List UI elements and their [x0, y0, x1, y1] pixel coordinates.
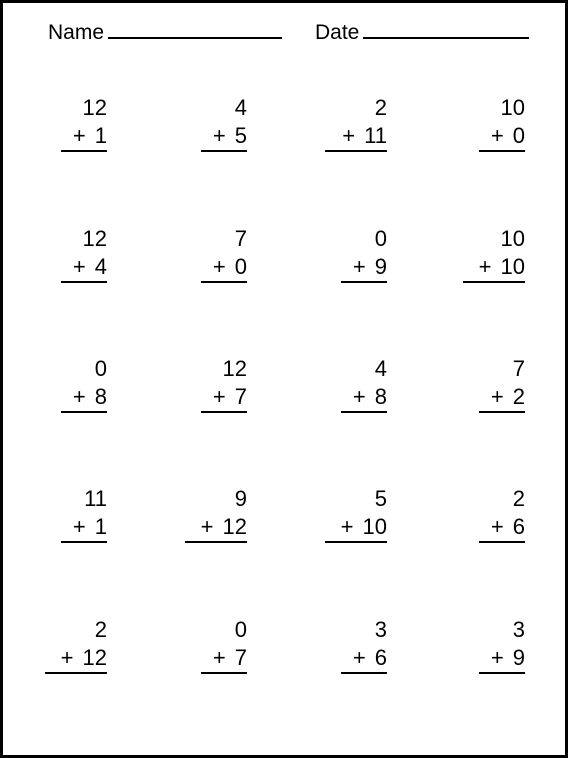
problem-top-number: 2: [94, 617, 107, 642]
problem-top-number: 0: [374, 226, 387, 251]
addition-problem: [61, 485, 107, 543]
addition-problem: [61, 94, 107, 152]
problem-bottom-number: 12: [82, 645, 107, 670]
addition-problem: [341, 225, 387, 283]
problem-bottom-number: 1: [94, 514, 107, 539]
plus-sign: +: [490, 514, 504, 539]
problem-bottom-number: 5: [234, 123, 247, 148]
problem-bottom-number: 0: [512, 123, 525, 148]
problem-bottom-number: 7: [234, 384, 247, 409]
plus-sign: +: [342, 123, 356, 148]
plus-sign: +: [60, 645, 74, 670]
problem-bottom-line: [341, 383, 387, 413]
addition-problem: [45, 616, 107, 674]
plus-sign: +: [490, 123, 504, 148]
problem-bottom-number: 6: [374, 645, 387, 670]
addition-problem: [341, 355, 387, 413]
addition-problem: [325, 485, 387, 543]
problem-bottom-number: 2: [512, 384, 525, 409]
plus-sign: +: [200, 514, 214, 539]
problem-bottom-line: [61, 383, 107, 413]
plus-sign: +: [340, 514, 354, 539]
problem-top-number: 10: [500, 226, 525, 251]
problem-bottom-number: 0: [234, 254, 247, 279]
plus-sign: +: [72, 514, 86, 539]
problem-bottom-line: [61, 253, 107, 283]
plus-sign: +: [72, 384, 86, 409]
problem-bottom-number: 7: [234, 645, 247, 670]
addition-problem: [201, 355, 247, 413]
addition-problem: [479, 355, 525, 413]
problem-bottom-line: [61, 513, 107, 543]
problem-grid: [3, 3, 565, 755]
problem-top-number: 3: [374, 617, 387, 642]
problem-bottom-number: 8: [94, 384, 107, 409]
problem-bottom-number: 6: [512, 514, 525, 539]
problem-bottom-number: 9: [374, 254, 387, 279]
problem-top-number: 0: [94, 356, 107, 381]
problem-bottom-line: [45, 644, 107, 674]
plus-sign: +: [352, 645, 366, 670]
addition-problem: [463, 225, 525, 283]
addition-problem: [479, 94, 525, 152]
problem-bottom-line: [341, 644, 387, 674]
addition-problem: [479, 616, 525, 674]
problem-bottom-number: 10: [362, 514, 387, 539]
problem-bottom-line: [325, 513, 387, 543]
addition-problem: [201, 225, 247, 283]
problem-bottom-line: [479, 644, 525, 674]
problem-bottom-line: [201, 122, 247, 152]
problem-top-number: 7: [512, 356, 525, 381]
problem-top-number: 4: [234, 95, 247, 120]
plus-sign: +: [352, 254, 366, 279]
problem-bottom-line: [201, 383, 247, 413]
plus-sign: +: [352, 384, 366, 409]
problem-top-number: 2: [512, 486, 525, 511]
problem-bottom-line: [325, 122, 387, 152]
problem-bottom-number: 1: [94, 123, 107, 148]
plus-sign: +: [212, 254, 226, 279]
problem-top-number: 2: [374, 95, 387, 120]
plus-sign: +: [72, 254, 86, 279]
problem-top-number: 12: [82, 95, 107, 120]
plus-sign: +: [212, 645, 226, 670]
addition-problem: [201, 94, 247, 152]
addition-problem: [341, 616, 387, 674]
problem-bottom-number: 12: [222, 514, 247, 539]
problem-top-number: 9: [234, 486, 247, 511]
plus-sign: +: [490, 645, 504, 670]
addition-problem: [185, 485, 247, 543]
problem-bottom-number: 11: [364, 123, 387, 148]
problem-top-number: 7: [234, 226, 247, 251]
problem-bottom-line: [463, 253, 525, 283]
problem-bottom-line: [201, 253, 247, 283]
addition-problem: [479, 485, 525, 543]
plus-sign: +: [212, 123, 226, 148]
addition-problem: [201, 616, 247, 674]
problem-bottom-number: 10: [500, 254, 525, 279]
problem-top-number: 3: [512, 617, 525, 642]
problem-bottom-number: 4: [94, 254, 107, 279]
problem-bottom-line: [185, 513, 247, 543]
problem-bottom-line: [479, 122, 525, 152]
problem-top-number: 12: [82, 226, 107, 251]
problem-top-number: 12: [222, 356, 247, 381]
problem-bottom-line: [479, 383, 525, 413]
plus-sign: +: [72, 123, 86, 148]
problem-bottom-line: [201, 644, 247, 674]
addition-problem: [61, 225, 107, 283]
problem-top-number: 5: [374, 486, 387, 511]
problem-bottom-line: [479, 513, 525, 543]
problem-bottom-line: [341, 253, 387, 283]
problem-bottom-line: [61, 122, 107, 152]
problem-bottom-number: 9: [512, 645, 525, 670]
problem-top-number: 4: [374, 356, 387, 381]
problem-top-number: 10: [500, 95, 525, 120]
addition-problem: [61, 355, 107, 413]
plus-sign: +: [478, 254, 492, 279]
problem-bottom-number: 8: [374, 384, 387, 409]
problem-top-number: 0: [234, 617, 247, 642]
addition-problem: [325, 94, 387, 152]
plus-sign: +: [490, 384, 504, 409]
plus-sign: +: [212, 384, 226, 409]
problem-top-number: 11: [84, 486, 107, 511]
date-label: Date: [315, 21, 360, 44]
name-label: Name: [48, 21, 105, 44]
